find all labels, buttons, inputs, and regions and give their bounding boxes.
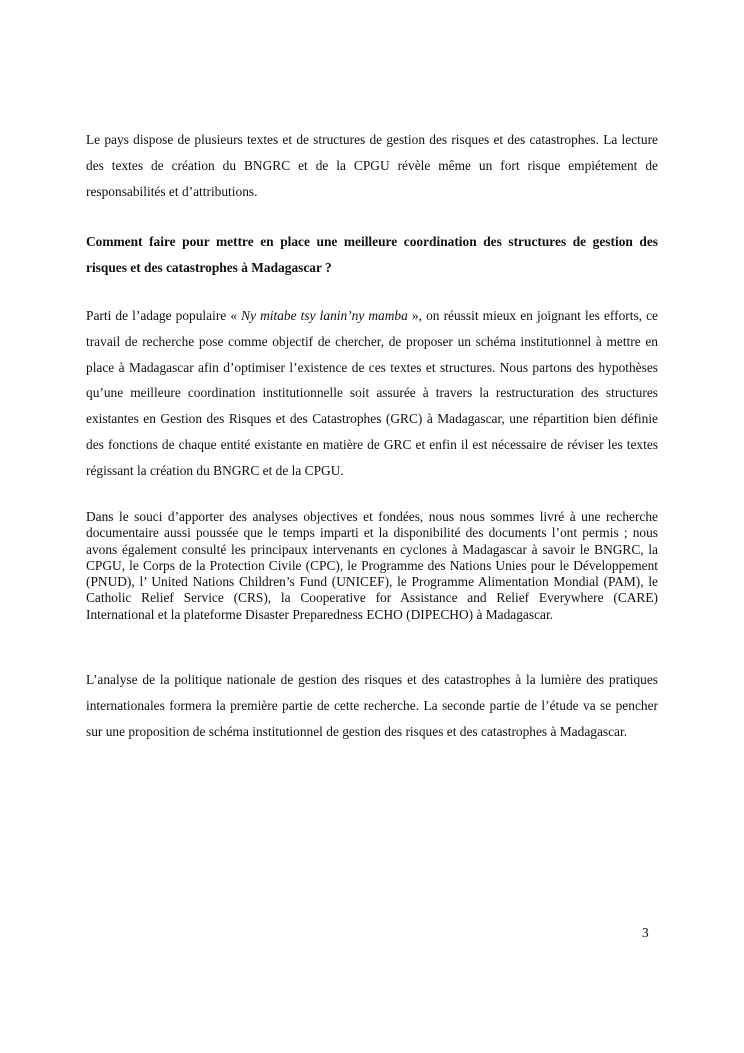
paragraph-objective: [86, 303, 658, 484]
paragraph-objective-text: », on réussit mieux en joignant les efforts, ce travail de recherche pose comme objectif de chercher, de proposer un schéma institutionnel à mettre en place à Madagascar afin d’optimiser l’existence de ces textes et structures. Nous partons des hypothèses qu’une meilleure coordination institutionnelle soit assurée à travers la restructuration des structures existantes en Gestion des Risques et des Catastrophes (GRC) à Madagascar, une répartition bien définie des fonctions de chaque entité existante en matière de GRC et enfin il est nécessaire de réviser les textes régissant la création du BNGRC et de la CPGU.: [86, 308, 658, 478]
adage-quote: Ny mitabe tsy lanin’ny mamba: [241, 308, 408, 323]
page-number: 3: [642, 925, 649, 940]
adage-intro: Parti de l’adage populaire «: [86, 308, 242, 323]
paragraph-outline: L’analyse de la politique nationale de gestion des risques et des catastrophes à la lumière des pratiques internationales formera la première partie de cette recherche. La seconde partie de l’étude va se pencher sur une proposition de schéma institutionnel de gestion des risques et des catastrophes à Madagascar.: [86, 672, 658, 739]
paragraph-methodology: Dans le souci d’apporter des analyses objectives et fondées, nous nous sommes livré à une recherche documentaire aussi poussée que le temps imparti et la disponibilité des documents l’ont permis ; nous avons également consulté les principaux intervenants en cyclones à Madagascar à savoir le BNGRC, la CPGU, le Corps de la Protection Civile (CPC), le Programme des Nations Unies pour le Développement (PNUD), l’ United Nations Children’s Fund (UNICEF), le Programme Alimentation Mondial (PAM), le Catholic Relief Service (CRS), la Cooperative for Assistance and Relief Everywhere (CARE) International et la plateforme Disaster Preparedness ECHO (DIPECHO) à Madagascar.: [86, 509, 658, 622]
research-question: Comment faire pour mettre en place une meilleure coordination des structures de gestion des risques et des catastrophes à Madagascar ?: [86, 234, 658, 275]
paragraph-intro: Le pays dispose de plusieurs textes et de structures de gestion des risques et des catastrophes. La lecture des textes de création du BNGRC et de la CPGU révèle même un fort risque empiétement de responsabilités et d’attributions.: [86, 132, 658, 199]
